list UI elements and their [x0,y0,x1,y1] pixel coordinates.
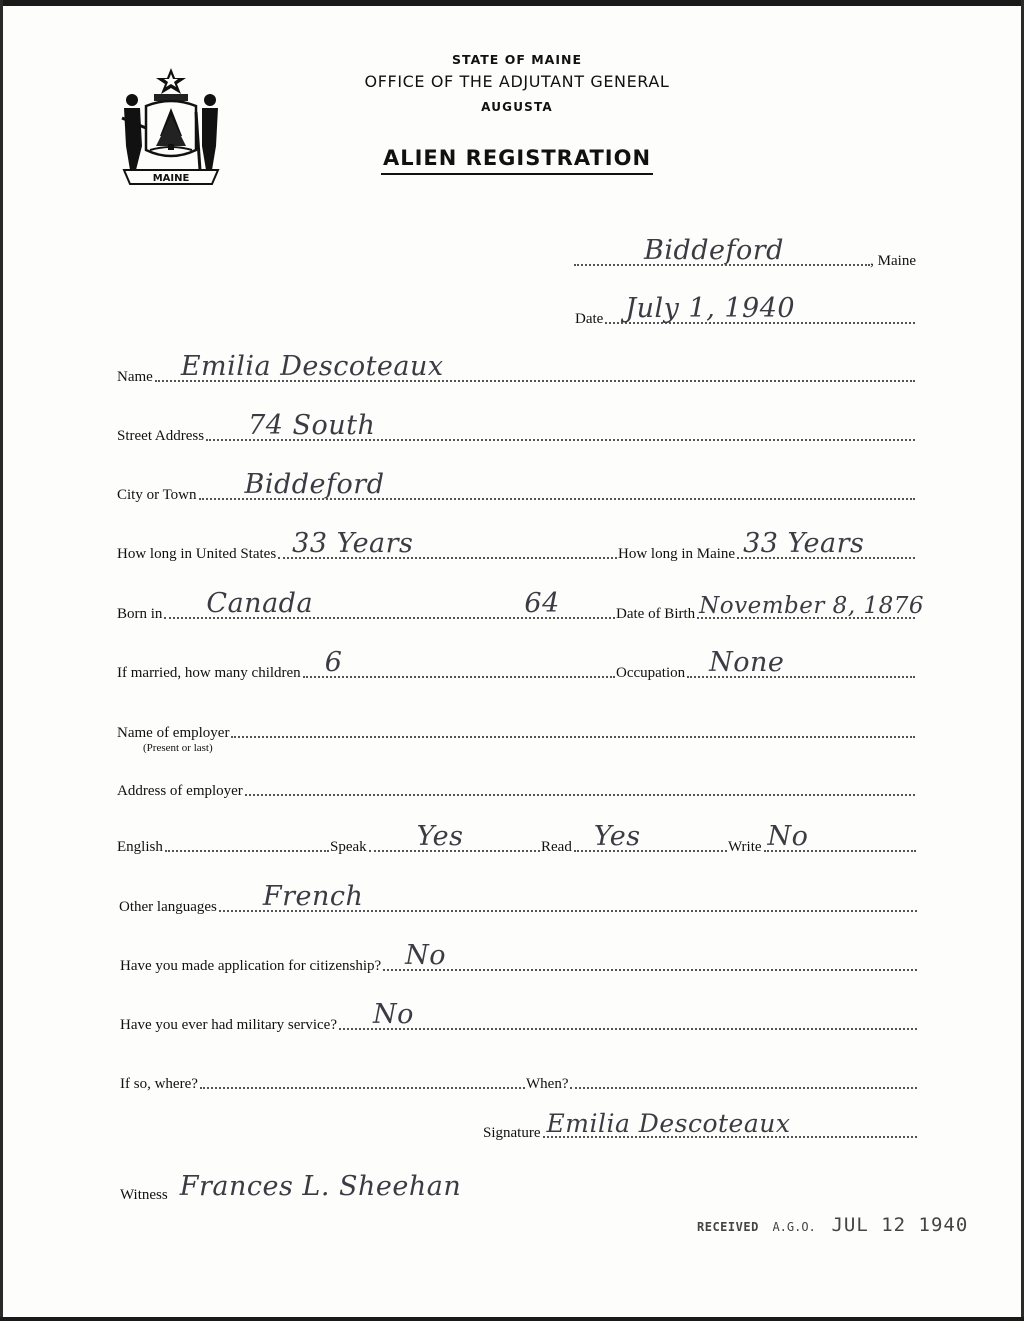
date-label: Date [575,311,604,327]
date-of-birth-field [616,593,924,625]
scan-border-bottom [0,1317,1024,1321]
date-field [575,293,915,330]
us-duration-label: How long in United States [117,546,277,562]
street-address-label: Street Address [117,428,205,444]
date-value: July 1, 1940 [625,293,796,324]
birthplace-field [117,588,615,625]
us-duration-field [117,528,617,565]
military-service-value: No [373,999,414,1030]
employer-address-field [117,778,915,802]
received-stamp-date: JUL 12 1940 [831,1214,969,1236]
scan-border-top [0,0,1024,6]
children-label: If married, how many children [117,665,301,681]
english-write-label: Write [728,839,762,855]
children-field [117,647,615,684]
witness-label: Witness [120,1187,168,1203]
military-service-field [120,999,917,1036]
town-field [574,235,916,272]
english-field [117,834,329,858]
english-read-field [541,821,727,858]
military-service-label: Have you ever had military service? [120,1017,337,1033]
city-label: City or Town [117,487,197,503]
other-languages-value: French [262,881,364,912]
service-when-field [526,1071,917,1095]
witness-value: Frances L. Sheehan [179,1171,462,1202]
service-where-field [120,1071,525,1095]
street-address-field [117,410,915,447]
us-duration-value: 33 Years [292,528,414,559]
form-title [0,146,1024,170]
age-value: 64 [524,588,560,619]
employer-name-field [117,720,915,754]
other-languages-label: Other languages [119,899,217,915]
children-value: 6 [324,647,343,678]
occupation-field [616,647,915,684]
date-of-birth-label: Date of Birth [616,606,696,622]
english-speak-value: Yes [416,821,464,852]
maine-duration-value: 33 Years [743,528,865,559]
service-when-label: When? [526,1076,569,1092]
received-stamp [697,1214,968,1236]
city-field [117,469,915,506]
form-title-text: ALIEN REGISTRATION [381,146,653,175]
signature-value: Emilia Descoteaux [546,1109,791,1138]
city-value: Biddeford [244,469,385,500]
scan-border-left [0,0,3,1321]
name-value: Emilia Descoteaux [180,351,444,382]
header-city: AUGUSTA [481,100,553,114]
name-field [117,351,915,388]
occupation-value: None [709,647,785,678]
received-stamp-label: RECEIVED [697,1220,759,1234]
witness-field [120,1171,550,1206]
town-value: Biddeford [644,235,784,266]
signature-label: Signature [483,1125,541,1141]
occupation-label: Occupation [616,665,686,681]
seal-ribbon-text: MAINE [152,173,190,184]
employer-name-sublabel: (Present or last) [143,742,213,754]
service-where-label: If so, where? [120,1076,198,1092]
english-write-field [728,821,916,858]
citizenship-field [120,940,917,977]
english-label: English [117,839,163,855]
town-suffix-label: , Maine [870,253,916,269]
other-languages-field [119,881,917,918]
header-office: OFFICE OF THE ADJUTANT GENERAL [364,72,670,91]
birthplace-label: Born in [117,606,163,622]
header-state: STATE OF MAINE [452,52,582,67]
received-stamp-agency: A.G.O. [772,1220,816,1234]
signature-field [483,1109,917,1144]
english-speak-label: Speak [330,839,367,855]
english-speak-field [330,821,540,858]
citizenship-value: No [405,940,447,971]
english-write-value: No [767,821,809,852]
name-label: Name [117,369,153,385]
date-of-birth-value: November 8, 1876 [699,593,924,619]
birthplace-value: Canada [206,588,314,619]
english-read-value: Yes [593,821,641,852]
employer-address-label: Address of employer [117,783,243,799]
english-read-label: Read [541,839,572,855]
street-address-value: 74 South [248,410,376,441]
maine-duration-field [618,528,915,565]
citizenship-label: Have you made application for citizenship? [120,958,382,974]
employer-name-label: Name of employer [117,725,230,741]
maine-duration-label: How long in Maine [618,546,736,562]
